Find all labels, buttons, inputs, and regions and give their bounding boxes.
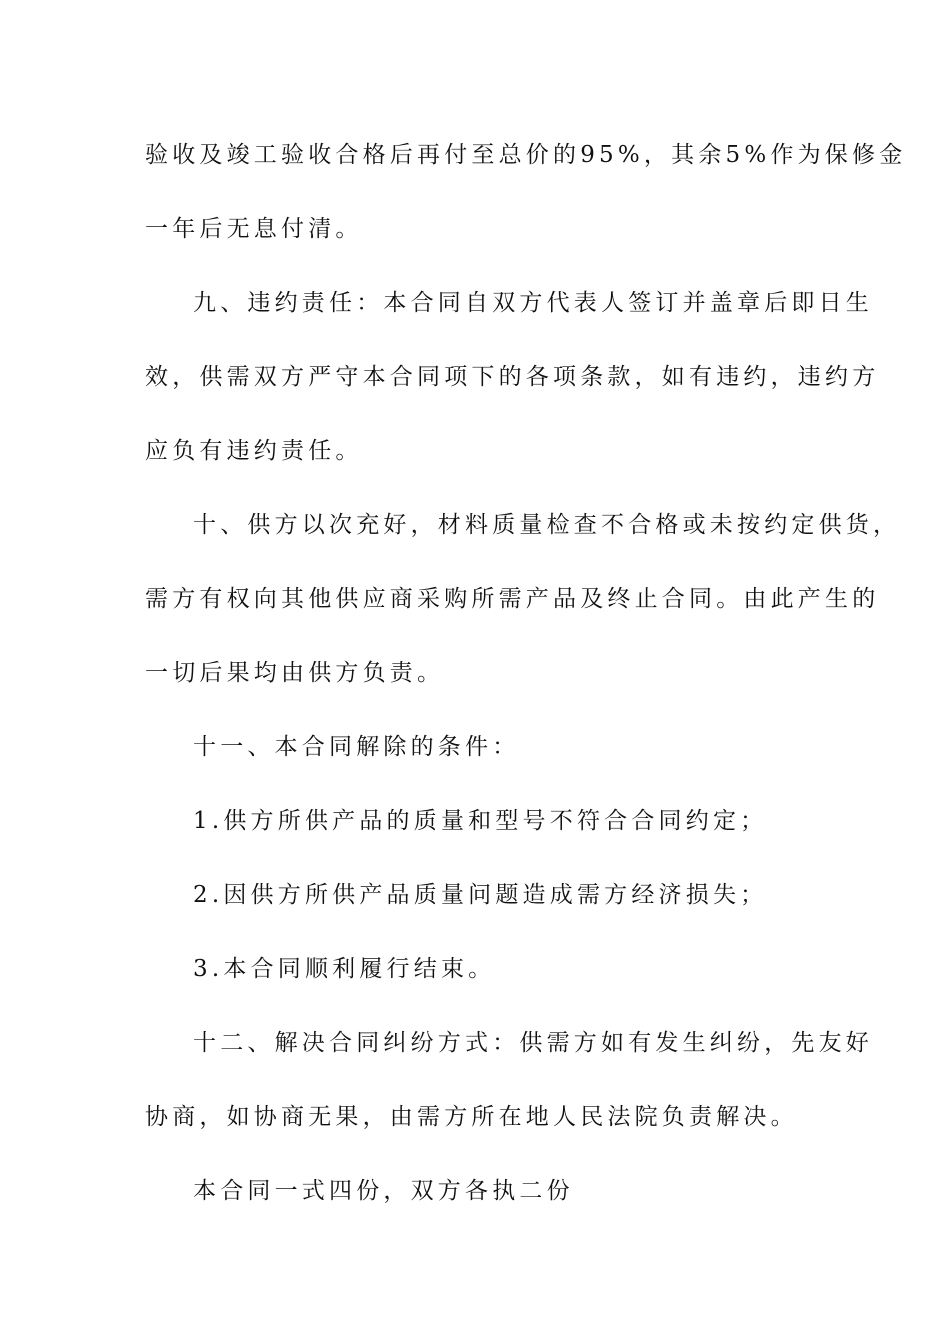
text-line-payment-terms-cont: 一年后无息付清。 xyxy=(145,216,363,242)
clause-9-heading-line: 九、违约责任：本合同自双方代表人签订并盖章后即日生 xyxy=(193,290,873,316)
copies-statement: 本合同一式四份，双方各执二份 xyxy=(193,1178,574,1204)
clause-10-line-2: 需方有权向其他供应商采购所需产品及终止合同。由此产生的 xyxy=(145,586,880,612)
clause-11-heading: 十一、本合同解除的条件： xyxy=(193,734,520,760)
clause-9-line-2: 效，供需双方严守本合同项下的各项条款，如有违约，违约方 xyxy=(145,364,880,390)
clause-10-heading-line: 十、供方以次充好，材料质量检查不合格或未按约定供货， xyxy=(193,512,901,538)
clause-11-item-1: 1.供方所供产品的质量和型号不符合合同约定； xyxy=(193,808,768,834)
clause-12-heading-line: 十二、解决合同纠纷方式：供需方如有发生纠纷，先友好 xyxy=(193,1030,873,1056)
clause-11-item-2: 2.因供方所供产品质量问题造成需方经济损失； xyxy=(193,882,768,908)
clause-10-line-3: 一切后果均由供方负责。 xyxy=(145,660,445,686)
clause-12-line-2: 协商，如协商无果，由需方所在地人民法院负责解决。 xyxy=(145,1104,798,1130)
clause-9-line-3: 应负有违约责任。 xyxy=(145,438,363,464)
clause-11-item-3: 3.本合同顺利履行结束。 xyxy=(193,956,496,982)
text-line-payment-terms: 验收及竣工验收合格后再付至总价的95%，其余5%作为保修金 xyxy=(145,142,907,168)
